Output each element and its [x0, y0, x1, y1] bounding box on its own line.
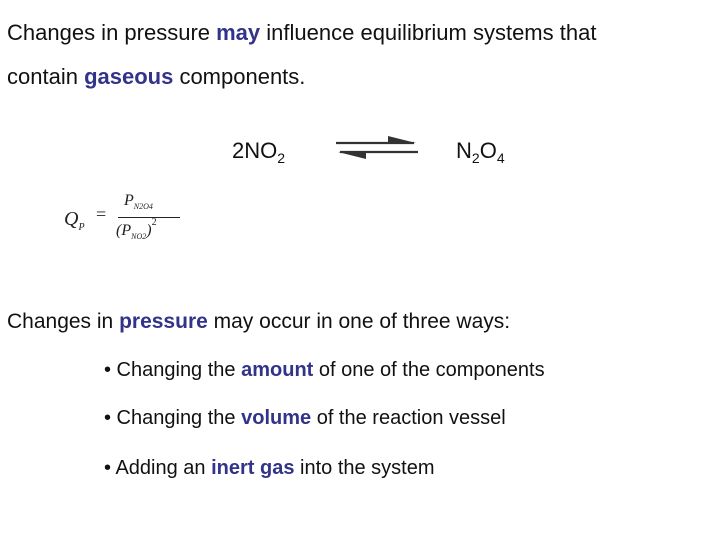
heading-text: Changes in	[7, 310, 120, 333]
reactant-formula	[232, 138, 285, 164]
highlight-volume: volume	[241, 407, 312, 429]
product-subscript-n: 2	[471, 150, 480, 166]
denominator-close: )	[146, 222, 152, 239]
equilibrium-arrows-icon	[334, 132, 420, 162]
qp-symbol	[64, 208, 85, 231]
heading-text: may occur in one of three ways:	[207, 310, 511, 333]
bullet-text: of one of the components	[313, 359, 545, 381]
denominator-exponent: 2	[151, 217, 157, 228]
product-formula	[456, 138, 505, 164]
bullet-item-inert-gas	[104, 456, 435, 480]
product-subscript-o: 4	[496, 150, 505, 166]
intro-text: influence equilibrium systems that	[260, 20, 597, 45]
equals-sign: =	[96, 204, 107, 224]
bullet-text: • Adding an	[104, 457, 212, 479]
highlight-gaseous: gaseous	[84, 64, 174, 89]
numerator-subscript: N2O4	[133, 202, 153, 211]
highlight-pressure: pressure	[119, 310, 208, 333]
intro-text: Changes in pressure	[7, 20, 217, 45]
bullet-text: into the system	[294, 457, 435, 479]
numerator	[124, 192, 153, 210]
fraction-bar	[118, 217, 180, 218]
intro-line-2	[7, 64, 305, 90]
ways-heading	[7, 309, 510, 335]
bullet-text: of the reaction vessel	[311, 407, 506, 429]
highlight-inert-gas: inert gas	[211, 457, 295, 479]
intro-line-1	[7, 20, 596, 46]
denominator	[116, 217, 157, 241]
qp-expression	[64, 190, 194, 260]
intro-text: contain	[7, 64, 85, 89]
highlight-may: may	[216, 20, 261, 45]
bullet-item-amount	[104, 358, 545, 382]
product-n: N	[456, 138, 472, 163]
reactant-subscript: 2	[277, 150, 286, 166]
q-letter: Q	[64, 208, 79, 230]
intro-text: components.	[173, 64, 306, 89]
highlight-amount: amount	[241, 359, 314, 381]
bullet-text: • Changing the	[104, 407, 242, 429]
bullet-item-volume	[104, 406, 506, 430]
numerator-p: P	[124, 192, 134, 209]
q-subscript: P	[78, 222, 85, 233]
reactant-text: 2NO	[232, 138, 278, 163]
denominator-open: (P	[116, 222, 132, 239]
product-o: O	[479, 138, 497, 163]
bullet-text: • Changing the	[104, 359, 242, 381]
denominator-subscript: NO2	[131, 232, 147, 241]
